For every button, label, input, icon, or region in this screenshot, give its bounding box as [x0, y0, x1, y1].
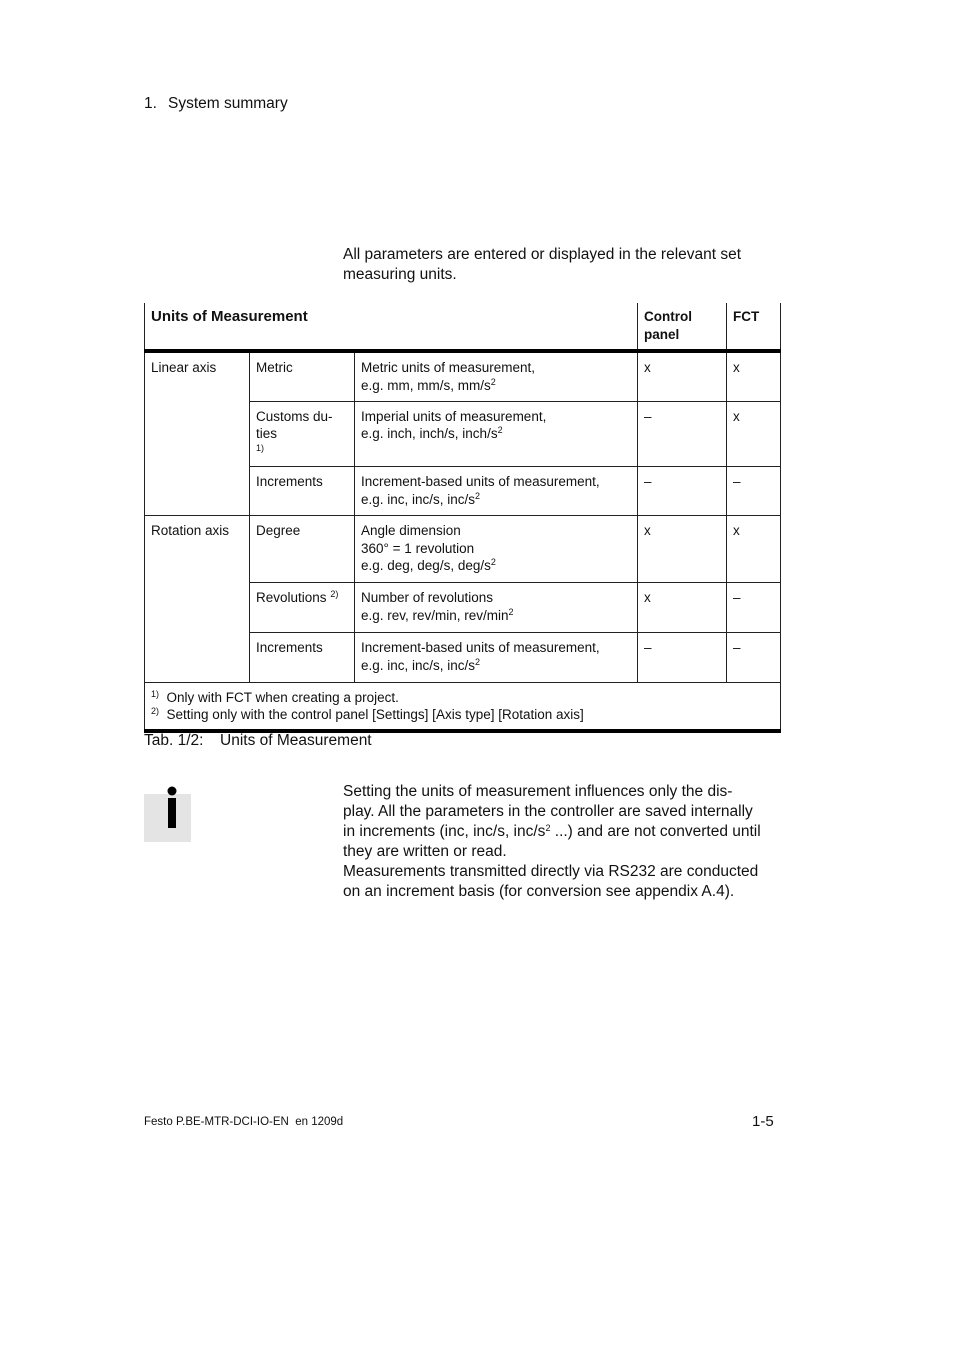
caption-text: Units of Measurement [220, 732, 372, 749]
table-row [145, 351, 781, 401]
footnote [151, 706, 774, 723]
units-table [144, 303, 781, 733]
note-text: ...) and are not converted until [550, 823, 761, 840]
description-example: e.g. rev, rev/min, rev/min [361, 607, 509, 623]
footnote-mark: 2) [151, 706, 160, 716]
footnotes-row [145, 683, 781, 732]
control-panel-cell: – [638, 633, 727, 683]
fct-cell: x [727, 516, 781, 583]
unit-cell [250, 401, 355, 467]
header-control-panel: Control panel [638, 303, 727, 351]
superscript: 2 [490, 557, 496, 567]
superscript: 2 [508, 606, 514, 617]
description-cell [355, 633, 638, 683]
footer-page-number: 1-5 [752, 1113, 774, 1130]
description-example: e.g. deg, deg/s, deg/s [361, 558, 491, 573]
control-panel-cell: x [638, 351, 727, 401]
unit-label: Metric [256, 360, 293, 375]
footer-doc-id: Festo P.BE-MTR-DCI-IO-EN en 1209d [144, 1116, 344, 1128]
superscript: 2 [497, 425, 503, 435]
fct-cell: – [727, 467, 781, 516]
superscript: 2 [475, 656, 481, 667]
note-text: in increments (inc, inc/s, inc/s [343, 823, 546, 840]
description-cell [355, 467, 638, 516]
description-example: e.g. inc, inc/s, inc/s [361, 657, 476, 673]
superscript: 2 [545, 823, 551, 833]
description-line-1: Increment-based units of measurement, [361, 640, 600, 655]
fct-cell: – [727, 583, 781, 633]
footnote-reference: 1) [256, 442, 265, 453]
footnote [151, 689, 774, 706]
note-line: on an increment basis (for conversion see appendix A.4). [343, 883, 735, 900]
chapter-title: System summary [168, 95, 288, 112]
chapter-number: 1. [144, 95, 157, 112]
unit-cell [250, 516, 355, 583]
axis-label-rotation: Rotation axis [145, 516, 250, 683]
description-cell [355, 351, 638, 401]
note-line: play. All the parameters in the controller are saved internally [343, 803, 753, 820]
table-row [145, 516, 781, 583]
table-header-row [145, 303, 781, 351]
unit-cell [250, 351, 355, 401]
footnote-text: Only with FCT when creating a project. [166, 690, 399, 705]
footnotes-cell [145, 683, 781, 732]
info-icon [144, 786, 191, 842]
description-line-1: Number of revolutions [361, 590, 494, 605]
control-panel-cell: x [638, 516, 727, 583]
header-fct: FCT [727, 303, 781, 351]
fct-cell: x [727, 401, 781, 467]
note-line: Setting the units of measurement influences only the dis- [343, 783, 733, 800]
unit-cell [250, 467, 355, 516]
control-panel-cell: – [638, 467, 727, 516]
unit-label: Degree [256, 523, 301, 538]
header-title: Units of Measurement [145, 303, 638, 351]
description-example: e.g. mm, mm/s, mm/s [361, 377, 491, 393]
note-line [343, 822, 788, 842]
unit-label: Increments [256, 640, 323, 655]
table-caption [144, 732, 372, 750]
footnote-mark: 1) [151, 689, 160, 699]
description-line-1: Increment-based units of measurement, [361, 474, 600, 489]
description-line-2: 360° = 1 revolution [361, 540, 475, 556]
unit-label: Customs du-ties [256, 408, 333, 441]
description-cell [355, 583, 638, 633]
description-cell [355, 401, 638, 467]
unit-label: Increments [256, 474, 323, 489]
caption-label: Tab. 1/2: [144, 732, 204, 749]
superscript: 2 [475, 490, 481, 501]
footnote-reference: 2) [330, 589, 339, 599]
control-panel-cell: – [638, 401, 727, 467]
fct-cell: x [727, 351, 781, 401]
note-paragraph [343, 782, 788, 902]
axis-label-linear: Linear axis [145, 351, 250, 516]
unit-label: Revolutions [256, 590, 327, 605]
unit-cell [250, 633, 355, 683]
fct-cell: – [727, 633, 781, 683]
note-line: Measurements transmitted directly via RS232 are conducted [343, 863, 759, 880]
control-panel-cell: x [638, 583, 727, 633]
footnote-text: Setting only with the control panel [Settings] [Axis type] [Rotation axis] [166, 707, 584, 722]
description-line-1: Angle dimension [361, 523, 461, 538]
description-cell [355, 516, 638, 583]
description-line-1: Metric units of measurement, [361, 360, 536, 375]
unit-cell [250, 583, 355, 633]
description-example: e.g. inch, inch/s, inch/s [361, 426, 498, 441]
description-example: e.g. inc, inc/s, inc/s [361, 491, 476, 507]
description-line-1: Imperial units of measurement, [361, 408, 547, 424]
superscript: 2 [490, 376, 496, 387]
intro-paragraph: All parameters are entered or displayed in the relevant set measuring units. [343, 246, 742, 283]
note-line: they are written or read. [343, 843, 507, 860]
chapter-header [144, 95, 288, 113]
